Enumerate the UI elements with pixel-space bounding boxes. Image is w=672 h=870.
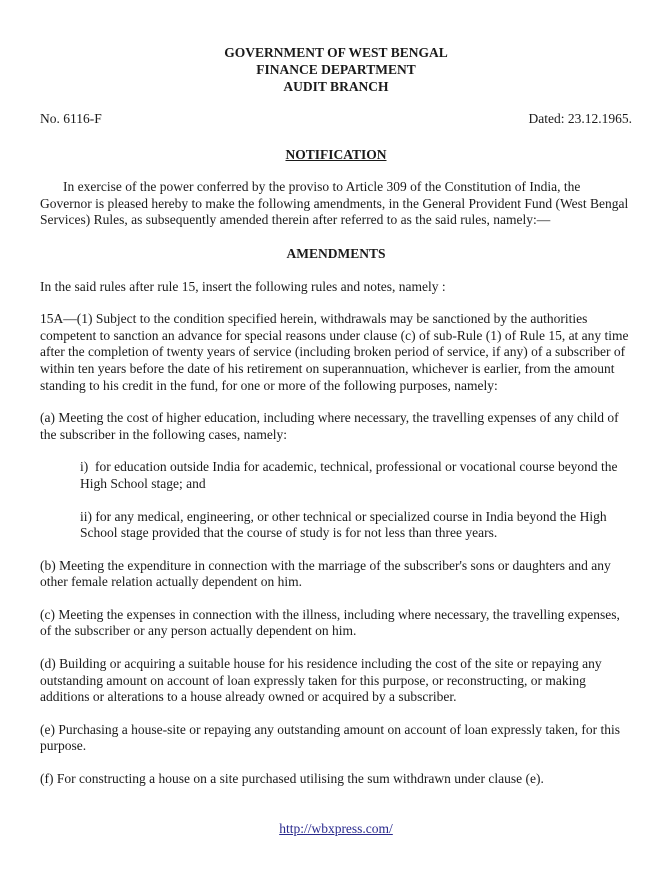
clause-f-paragraph: (f) For constructing a house on a site purchased utilising the sum withdrawn under clause (e). [40, 771, 544, 787]
sub-clause-i-paragraph: i) for education outside India for academic, technical, professional or vocational course beyond the High School stage; and [80, 459, 621, 491]
sub-clause-ii-paragraph: ii) for any medical, engineering, or other technical or specialized course in India beyond the High School stage provided that the course of study is for not less than three years. [80, 508, 611, 541]
wbxpress-link[interactable]: http://wbxpress.com/ [279, 821, 393, 837]
clause-a-paragraph: (a) Meeting the cost of higher education, including where necessary, the travelling expenses of any child of the subscriber in the following cases, namely: [40, 410, 623, 442]
header-branch-line: AUDIT BRANCH [283, 79, 389, 94]
header-department-line: FINANCE DEPARTMENT [256, 62, 416, 77]
clause-c-paragraph: (c) Meeting the expenses in connection with the illness, including where necessary, the travelling expenses, of the subscriber or any person actually dependent on him. [40, 606, 624, 639]
reference-row [40, 111, 632, 128]
rule-15a-paragraph: 15A—(1) Subject to the condition specified herein, withdrawals may be sanctioned by the authorities competent to sanction an advance for special reasons under clause (c) of sub-Rule (1) of Rule 15, at any time after the completion of twenty years of service (including broken period of service, if any) of a subscriber of within ten years before the date of his retirement on superannuation, whichever is earlier, from the amount standing to his credit in the fund, for one or more of the following purposes, namely: [40, 311, 632, 393]
footer [0, 821, 672, 838]
clause-d-paragraph: (d) Building or acquiring a suitable house for his residence including the cost of the site or repaying any outstanding amount on account of loan expressly taken for this purpose, or reconstructing, or making additions or alterations to a house already owned or acquired by a subscriber. [40, 656, 605, 705]
clause-e-paragraph: (e) Purchasing a house-site or repaying any outstanding amount on account of loan expressly taken, for this purpose. [40, 721, 624, 754]
header-government-line: GOVERNMENT OF WEST BENGAL [224, 45, 448, 60]
notification-heading: NOTIFICATION [285, 146, 387, 162]
intro-paragraph: In exercise of the power conferred by the proviso to Article 309 of the Constitution of India, the Governor is pleased hereby to make the following amendments, in the General Provident Fund (West Bengal Services) Rules, as subsequently amended therein after referred to as the said rules, namely:— [40, 179, 632, 228]
memo-number: No. 6116-F [40, 111, 102, 126]
memo-date: Dated: 23.12.1965. [528, 111, 632, 126]
clause-b-paragraph: (b) Meeting the expenditure in connection with the marriage of the subscriber's sons or daughters and any other female relation actually dependent on him. [40, 557, 615, 590]
document-header [40, 44, 632, 95]
insert-instruction-paragraph: In the said rules after rule 15, insert the following rules and notes, namely : [40, 278, 446, 294]
amendments-heading: AMENDMENTS [286, 245, 386, 261]
